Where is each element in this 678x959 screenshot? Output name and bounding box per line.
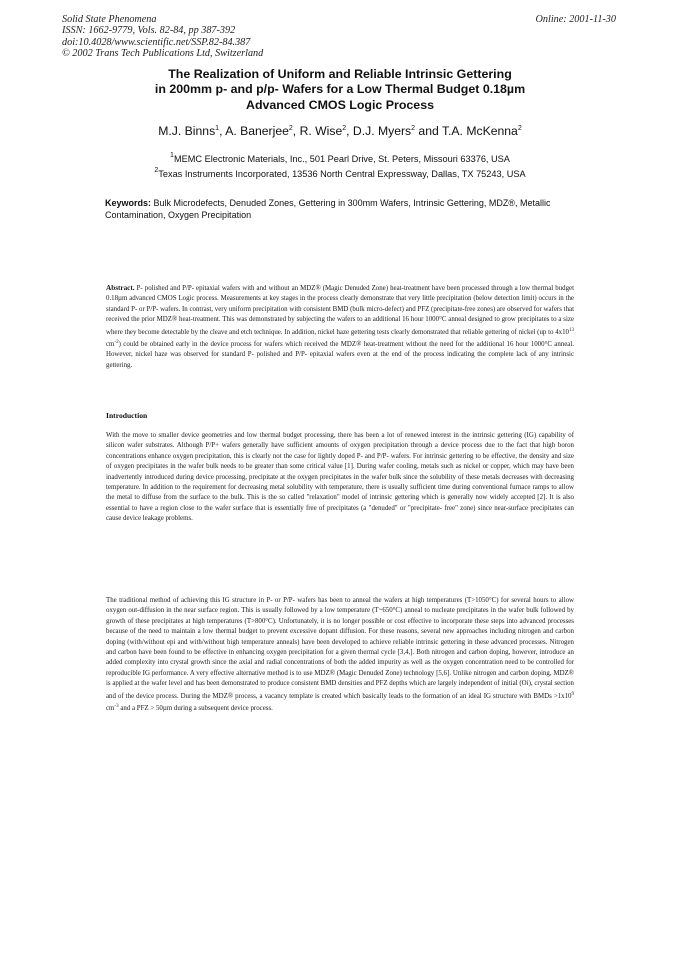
paper-title — [90, 67, 590, 113]
affiliation-number: 1 — [170, 152, 174, 159]
intro-paragraph — [106, 596, 574, 714]
author-affiliation-mark: 1 — [215, 125, 220, 132]
abstract-exponent: 13 — [569, 327, 574, 333]
abstract — [106, 283, 574, 371]
abstract-exponent: -2 — [114, 340, 119, 346]
journal-header — [62, 14, 422, 60]
intro-paragraph: With the move to smaller device geometries and low thermal budget processing, there has been a lot of renewed interest in the intrinsic gettering (IG) capability of silicon wafer substrates. Although P/P+ wafers generally have sufficient amounts of oxygen precipitation through a device process due to the fact that high boron concentrations enhance oxygen precipitation, this is clearly not the case for lightly doped P- and P/P- wafers. For intrinsic gettering to be effective, the density and size of oxygen precipitates in the wafer bulk needs to be greater than some critical value [1]. During wafer cooling, metals such as nickel or copper, which may have been inadvertently introduced during device processing, precipitate at the oxygen precipitates in the wafer bulk since the solubility of these metals decreases with decreasing temperature. In addition to the requirement for decreasing metal solubility with temperature, there is usually sufficient time during conventional furnace ramps to allow the metal to diffuse from the surface to the bulk. This is the so called "relaxation" model of intrinsic gettering which is generally now widely accepted [2]. It is also essential to have a region close to the wafer surface that is essentially free of precipitates (a "denuded" or "precipitate- free" zone) since near-surface precipitates can cause device leakage problems. — [106, 432, 574, 523]
author-separator: and — [415, 124, 442, 138]
abstract-label: Abstract. — [106, 284, 135, 292]
affiliation — [60, 152, 620, 164]
abstract-text: P- polished and P/P- epitaxial wafers with and without an MDZ® (Magic Denuded Zone) heat-treatment have been processed through a low thermal budget 0.18µm advanced CMOS Logic process. Measurements at key stages in the process clearly demonstrate that very little precipitation (below detection limit) occurs in the standard P- or P/P- wafers. In contrast, very uniform precipitation with consistent BMD (bulk micro-defect) and PFZ (precipitate-free zones) are observed for wafers that received the prior MDZ® heat-treatment. This was demonstrated by subjecting the wafers to an additional 16 hour 1000°C anneal designed to grow precipitates to a size where they become detectable by the cleave and etch technique. In addition, nickel haze gettering tests clearly demonstrated that reliable gettering of nickel (up to 4x10 — [106, 285, 574, 336]
section-heading: Introduction — [106, 411, 148, 420]
paragraph-text: and a PFZ > 50µm during a subsequent device process. — [118, 705, 273, 713]
author-name: M.J. Binns — [158, 124, 216, 138]
paragraph-exponent: 9 — [571, 691, 574, 697]
issn-line: ISSN: 1662-9779, Vols. 82-84, pp 387-392 — [62, 25, 236, 37]
author-affiliation-mark: 2 — [288, 125, 293, 132]
abstract-text: cm — [106, 341, 115, 349]
journal-name: Solid State Phenomena — [62, 14, 157, 25]
doi-line: doi:10.4028/www.scientific.net/SSP.82-84.387 — [62, 36, 251, 48]
paragraph-exponent: -3 — [114, 704, 119, 710]
affiliation-number: 2 — [154, 167, 159, 174]
keywords-text: Bulk Microdefects, Denuded Zones, Gettering in 300mm Wafers, Intrinsic Gettering, MDZ®, Metallic Contamination, Oxygen Precipitation — [105, 198, 551, 221]
paragraph-text: cm — [106, 705, 115, 713]
affiliation-text: Texas Instruments Incorporated, 13536 North Central Expressway, Dallas, TX 75243, USA — [158, 169, 526, 179]
paragraph-text: The traditional method of achieving this IG structure in P- or P/P- wafers has been to anneal the wafers at high temperatures (T>1050°C) for several hours to allow oxygen out-diffusion in the near surface region. This is usually followed by a low temperature (T~650°C) anneal to nucleate precipitates in the wafer bulk followed by growth of these precipitates at high temperatures (T>800°C). Unfortunately, it is no longer possible or cost effective to incorporate these steps into advanced processes because of the need to maintain a low thermal budget to prevent excessive dopant diffusion. For these reasons, several new approaches including nitrogen and carbon doping (with/without epi and with/without high temperature anneals) have been developed to achieve reliable intrinsic gettering in these advanced processes. Nitrogen and carbon have been found to be effective in enhancing oxygen precipitation for a given thermal cycle [3,4,]. Both nitrogen and carbon doping, however, introduce an added complexity into crystal growth since the axial and radial concentrations of both the added impurity as well as the oxygen concentration need to be controlled for reproducible IG performance. A very effective alternative method is to use MDZ® (Magic Denuded Zone) technology [5,6]. Unlike nitrogen and carbon doping, MDZ® is applied at the wafer level and has been demonstrated to produce consistent BMD densities and PFZ depths which are largely independent of initial (Oi), crystal section and of the device process. During the MDZ® process, a vacancy template is created which basically leads to the formation of an ideal IG structure with BMDs >1x10 — [106, 597, 574, 700]
affiliation — [60, 167, 620, 179]
abstract-text: ) could be obtained early in the device process for wafers which received the MDZ® heat-treatment without the need for the additional 16 hour 1000°C anneal. However, nickel haze was observed for standard P- polished and P/P- epitaxial wafers even at the end of the process indicating the complete lack of any intrinsic gettering. — [106, 341, 574, 369]
author-affiliation-mark: 2 — [411, 125, 416, 132]
title-line: Advanced CMOS Logic Process — [246, 97, 434, 112]
online-date: Online: 2001-11-30 — [535, 14, 616, 25]
author-name: A. Banerjee — [225, 124, 289, 138]
author-affiliation-mark: 2 — [342, 125, 347, 132]
affiliation-text: MEMC Electronic Materials, Inc., 501 Pearl Drive, St. Peters, Missouri 63376, USA — [173, 154, 510, 164]
keywords — [105, 197, 580, 222]
author-separator: , — [346, 124, 353, 138]
author-affiliation-mark: 2 — [517, 125, 522, 132]
author-separator: , — [292, 124, 300, 138]
author-name: D.J. Myers — [352, 124, 412, 138]
author-name: R. Wise — [299, 124, 343, 138]
author-name: T.A. McKenna — [441, 124, 518, 138]
author-list — [60, 124, 620, 138]
author-separator: , — [219, 124, 226, 138]
copyright-line: © 2002 Trans Tech Publications Ltd, Switzerland — [62, 48, 264, 60]
keywords-label: Keywords: — [105, 198, 152, 208]
title-line: The Realization of Uniform and Reliable Intrinsic Gettering — [168, 67, 512, 81]
title-line: in 200mm p- and p/p- Wafers for a Low Thermal Budget 0.18µm — [154, 82, 526, 97]
